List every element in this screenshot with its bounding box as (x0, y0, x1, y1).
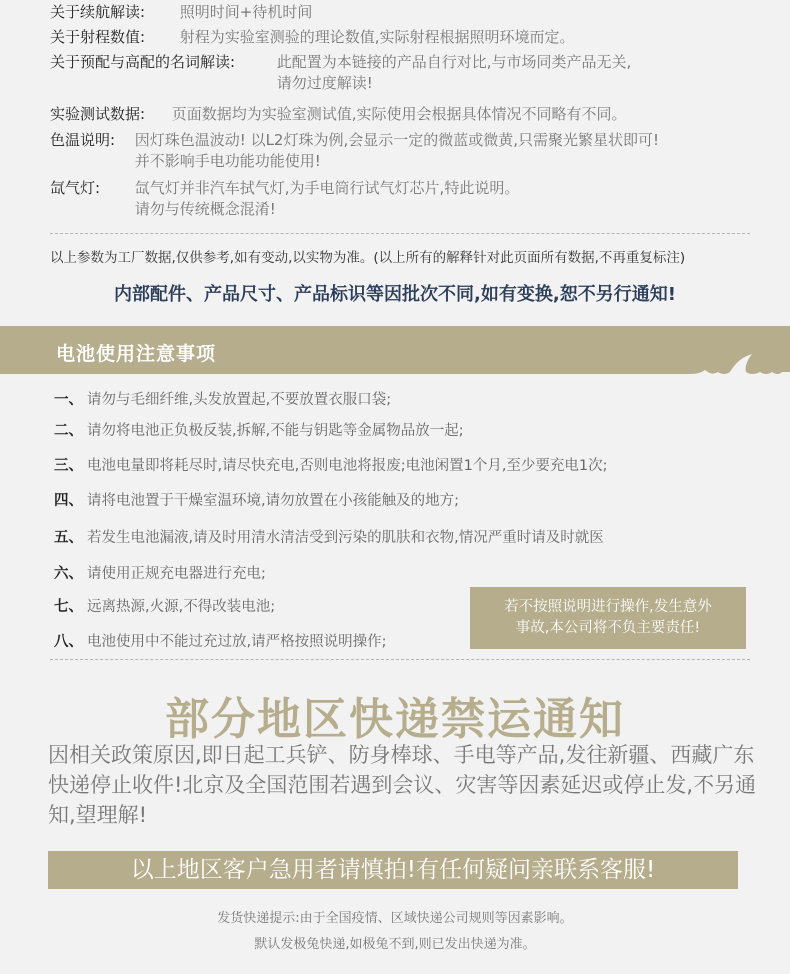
spec-label: 关于射程数值: (50, 28, 146, 46)
shipping-banner: 以上地区客户急用者请慎拍!有任何疑问亲联系客服! (48, 851, 738, 889)
spec-row-color-temp (50, 130, 659, 172)
battery-item: 一、 请勿与毛细纤维,头发放置起,不要放置衣服口袋; (54, 392, 392, 408)
spec-label: 色温说明: (50, 131, 116, 149)
battery-item: 六、 请使用正规充电器进行充电; (54, 566, 266, 582)
shipping-body: 因相关政策原因,即日起工兵铲、防身棒球、手电等产品,发往新疆、西藏广东快递停止收件!北京及全国范围若遇到会议、灾害等因素延迟或停止发,不另通知,望理解! (48, 743, 757, 827)
divider (50, 659, 750, 660)
spec-text: 页面数据均为实验室测试值,实际使用会根据具体情况不同略有不同。 (171, 105, 627, 123)
spec-row-config (50, 52, 631, 94)
shipping-footnote: 默认发极兔快递,如极兔不到,则已发出快递为准。 (254, 937, 536, 952)
shipping-footnote: 发货快递提示:由于全国疫情、区域快递公司规则等因素影响。 (217, 911, 573, 926)
battery-item: 二、 请勿将电池正负极反装,拆解,不能与钥匙等金属物品放一起; (54, 423, 464, 439)
divider (50, 233, 750, 234)
spec-label: 关于预配与高配的名词解读: (50, 53, 236, 71)
liability-warning-box (470, 587, 746, 649)
spec-text: 照明时间+待机时间 (179, 3, 313, 21)
spec-row-range (50, 27, 575, 48)
warning-line: 若不按照说明进行操作,发生意外 (504, 599, 712, 615)
spec-label: 实验测试数据: (50, 105, 146, 123)
disclaimer-text: 以上参数为工厂数据,仅供参考,如有变动,以实物为准。(以上所有的解释针对此页面所有数据,不再重复标注) (50, 250, 686, 266)
battery-section-title: 电池使用注意事项 (56, 343, 217, 365)
spec-text-line: 请勿与传统概念混淆! (134, 200, 276, 218)
spec-text-line: 氙气灯并非汽车拭气灯,为手电筒行试气灯芯片,特此说明。 (134, 179, 520, 197)
battery-item: 七、 远离热源,火源,不得改装电池; (54, 599, 276, 615)
shipping-title: 部分地区快递禁运通知 (165, 694, 625, 745)
battery-item: 五、 若发生电池漏液,请及时用清水清洁受到污染的肌肤和衣物,情况严重时请及时就医 (54, 530, 604, 546)
spec-row-endurance (50, 2, 312, 23)
battery-item: 三、 电池电量即将耗尽时,请尽快充电,否则电池将报废;电池闲置1个月,至少要充电1次; (54, 458, 608, 474)
spec-row-xenon (50, 178, 519, 220)
batch-notice: 内部配件、产品尺寸、产品标识等因批次不同,如有变换,恕不另行通知! (114, 284, 676, 305)
spec-text-line: 因灯珠色温波动! 以L2灯珠为例,会显示一定的微蓝或微黄,只需聚光繁星状即可! (134, 131, 660, 149)
spec-text-line: 此配置为本链接的产品自行对比,与市场同类产品无关, (276, 53, 632, 71)
spec-text: 射程为实验室测验的理论数值,实际射程根据照明环境而定。 (179, 28, 575, 46)
spec-text-line: 请勿过度解读! (276, 74, 373, 92)
warning-line: 事故,本公司将不负主要责任! (515, 620, 701, 636)
battery-item: 四、 请将电池置于干燥室温环境,请勿放置在小孩能触及的地方; (54, 493, 459, 509)
wave-decoration-icon (520, 348, 790, 378)
spec-text-line: 并不影响手电功能功能使用! (134, 152, 321, 170)
battery-item: 八、 电池使用中不能过充过放,请严格按照说明操作; (54, 634, 387, 650)
spec-label: 氙气灯: (50, 179, 101, 197)
spec-row-test-data (50, 104, 627, 125)
spec-label: 关于续航解读: (50, 3, 146, 21)
